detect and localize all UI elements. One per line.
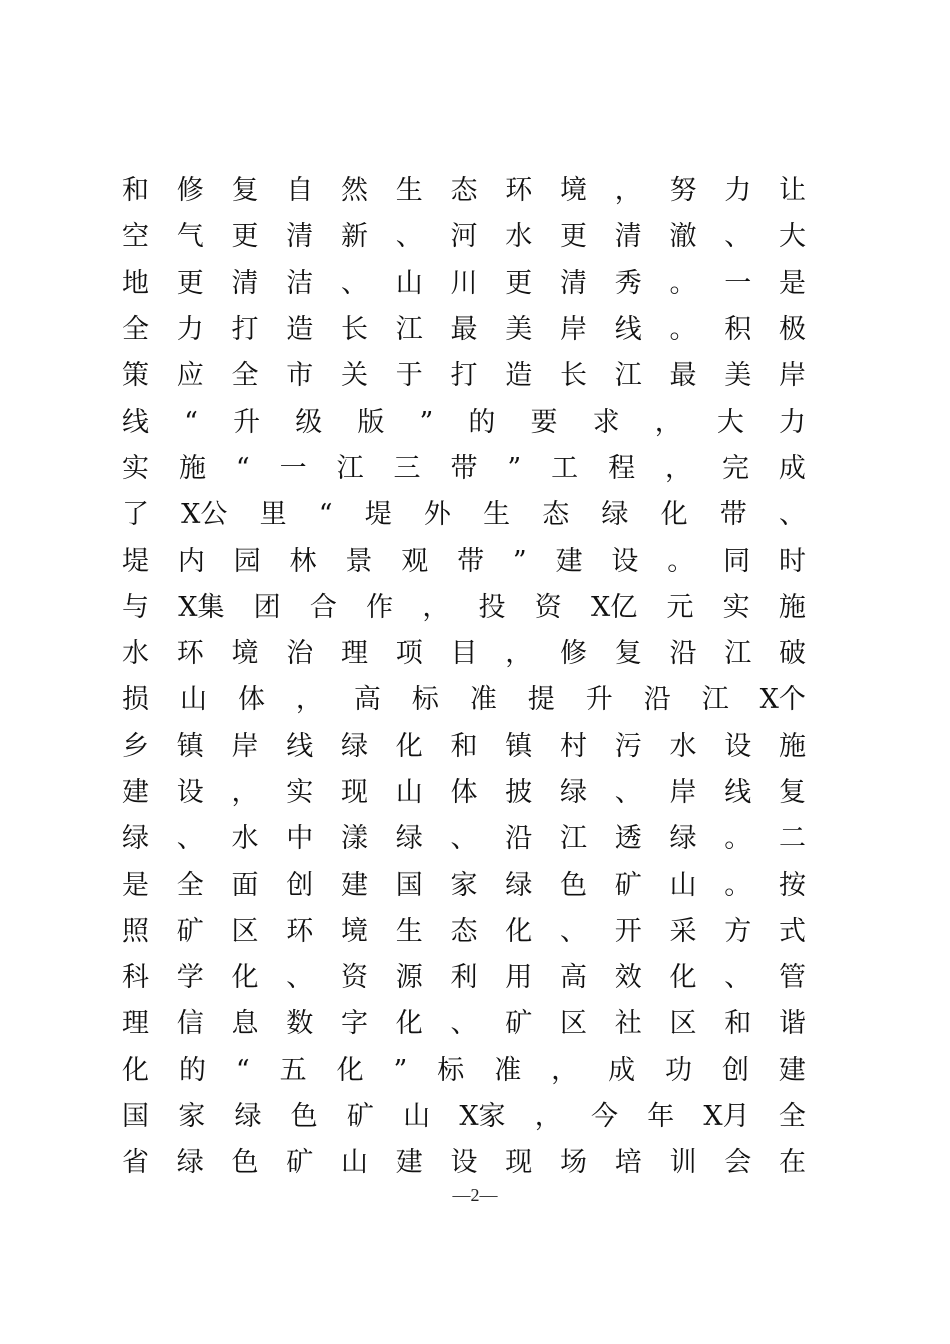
text-line: 损 山 体 ， 高 标 准 提 升 沿 江 X个 xyxy=(122,684,806,716)
text-line: 科 学 化 、 资 源 利 用 高 效 化 、 管 xyxy=(122,962,806,994)
body-text xyxy=(122,168,806,1187)
text-line: 空 气 更 清 新 、 河 水 更 清 澈 、 大 xyxy=(122,221,806,253)
text-line: 绿 、 水 中 漾 绿 、 沿 江 透 绿 。 二 xyxy=(122,823,806,855)
page-number: —2— xyxy=(452,1185,498,1205)
text-line: 和 修 复 自 然 生 态 环 境 ， 努 力 让 xyxy=(122,175,806,207)
text-line: 了 X公 里 “ 堤 外 生 态 绿 化 带 、 xyxy=(122,499,806,531)
text-line: 实 施 “ 一 江 三 带 ” 工 程 ， 完 成 xyxy=(122,452,806,484)
text-line: 地 更 清 洁 、 山 川 更 清 秀 。 一 是 xyxy=(122,267,806,299)
text-line: 水 环 境 治 理 项 目 ， 修 复 沿 江 破 xyxy=(122,638,806,670)
text-line: 堤 内 园 林 景 观 带 ” 建 设 。 同 时 xyxy=(122,545,806,577)
text-line: 乡 镇 岸 线 绿 化 和 镇 村 污 水 设 施 xyxy=(122,730,806,762)
text-line: 化 的 “ 五 化 ” 标 准 ， 成 功 创 建 xyxy=(122,1054,806,1086)
text-line: 线 “ 升 级 版 ” 的 要 求 ， 大 力 xyxy=(122,406,806,438)
text-line: 与 X集 团 合 作 ， 投 资 X亿 元 实 施 xyxy=(122,591,806,623)
text-line: 理 信 息 数 字 化 、 矿 区 社 区 和 谐 xyxy=(122,1008,806,1040)
text-line: 建 设 ， 实 现 山 体 披 绿 、 岸 线 复 xyxy=(122,777,806,808)
text-line: 全 力 打 造 长 江 最 美 岸 线 。 积 极 xyxy=(122,314,806,346)
text-line: 是 全 面 创 建 国 家 绿 色 矿 山 。 按 xyxy=(122,869,806,901)
text-line: 国 家 绿 色 矿 山 X家 ， 今 年 X月 全 xyxy=(122,1101,806,1133)
text-line: 策 应 全 市 关 于 打 造 长 江 最 美 岸 xyxy=(122,360,806,392)
text-line: 照 矿 区 环 境 生 态 化 、 开 采 方 式 xyxy=(122,915,806,947)
text-line: 省 绿 色 矿 山 建 设 现 场 培 训 会 在 xyxy=(122,1147,806,1179)
